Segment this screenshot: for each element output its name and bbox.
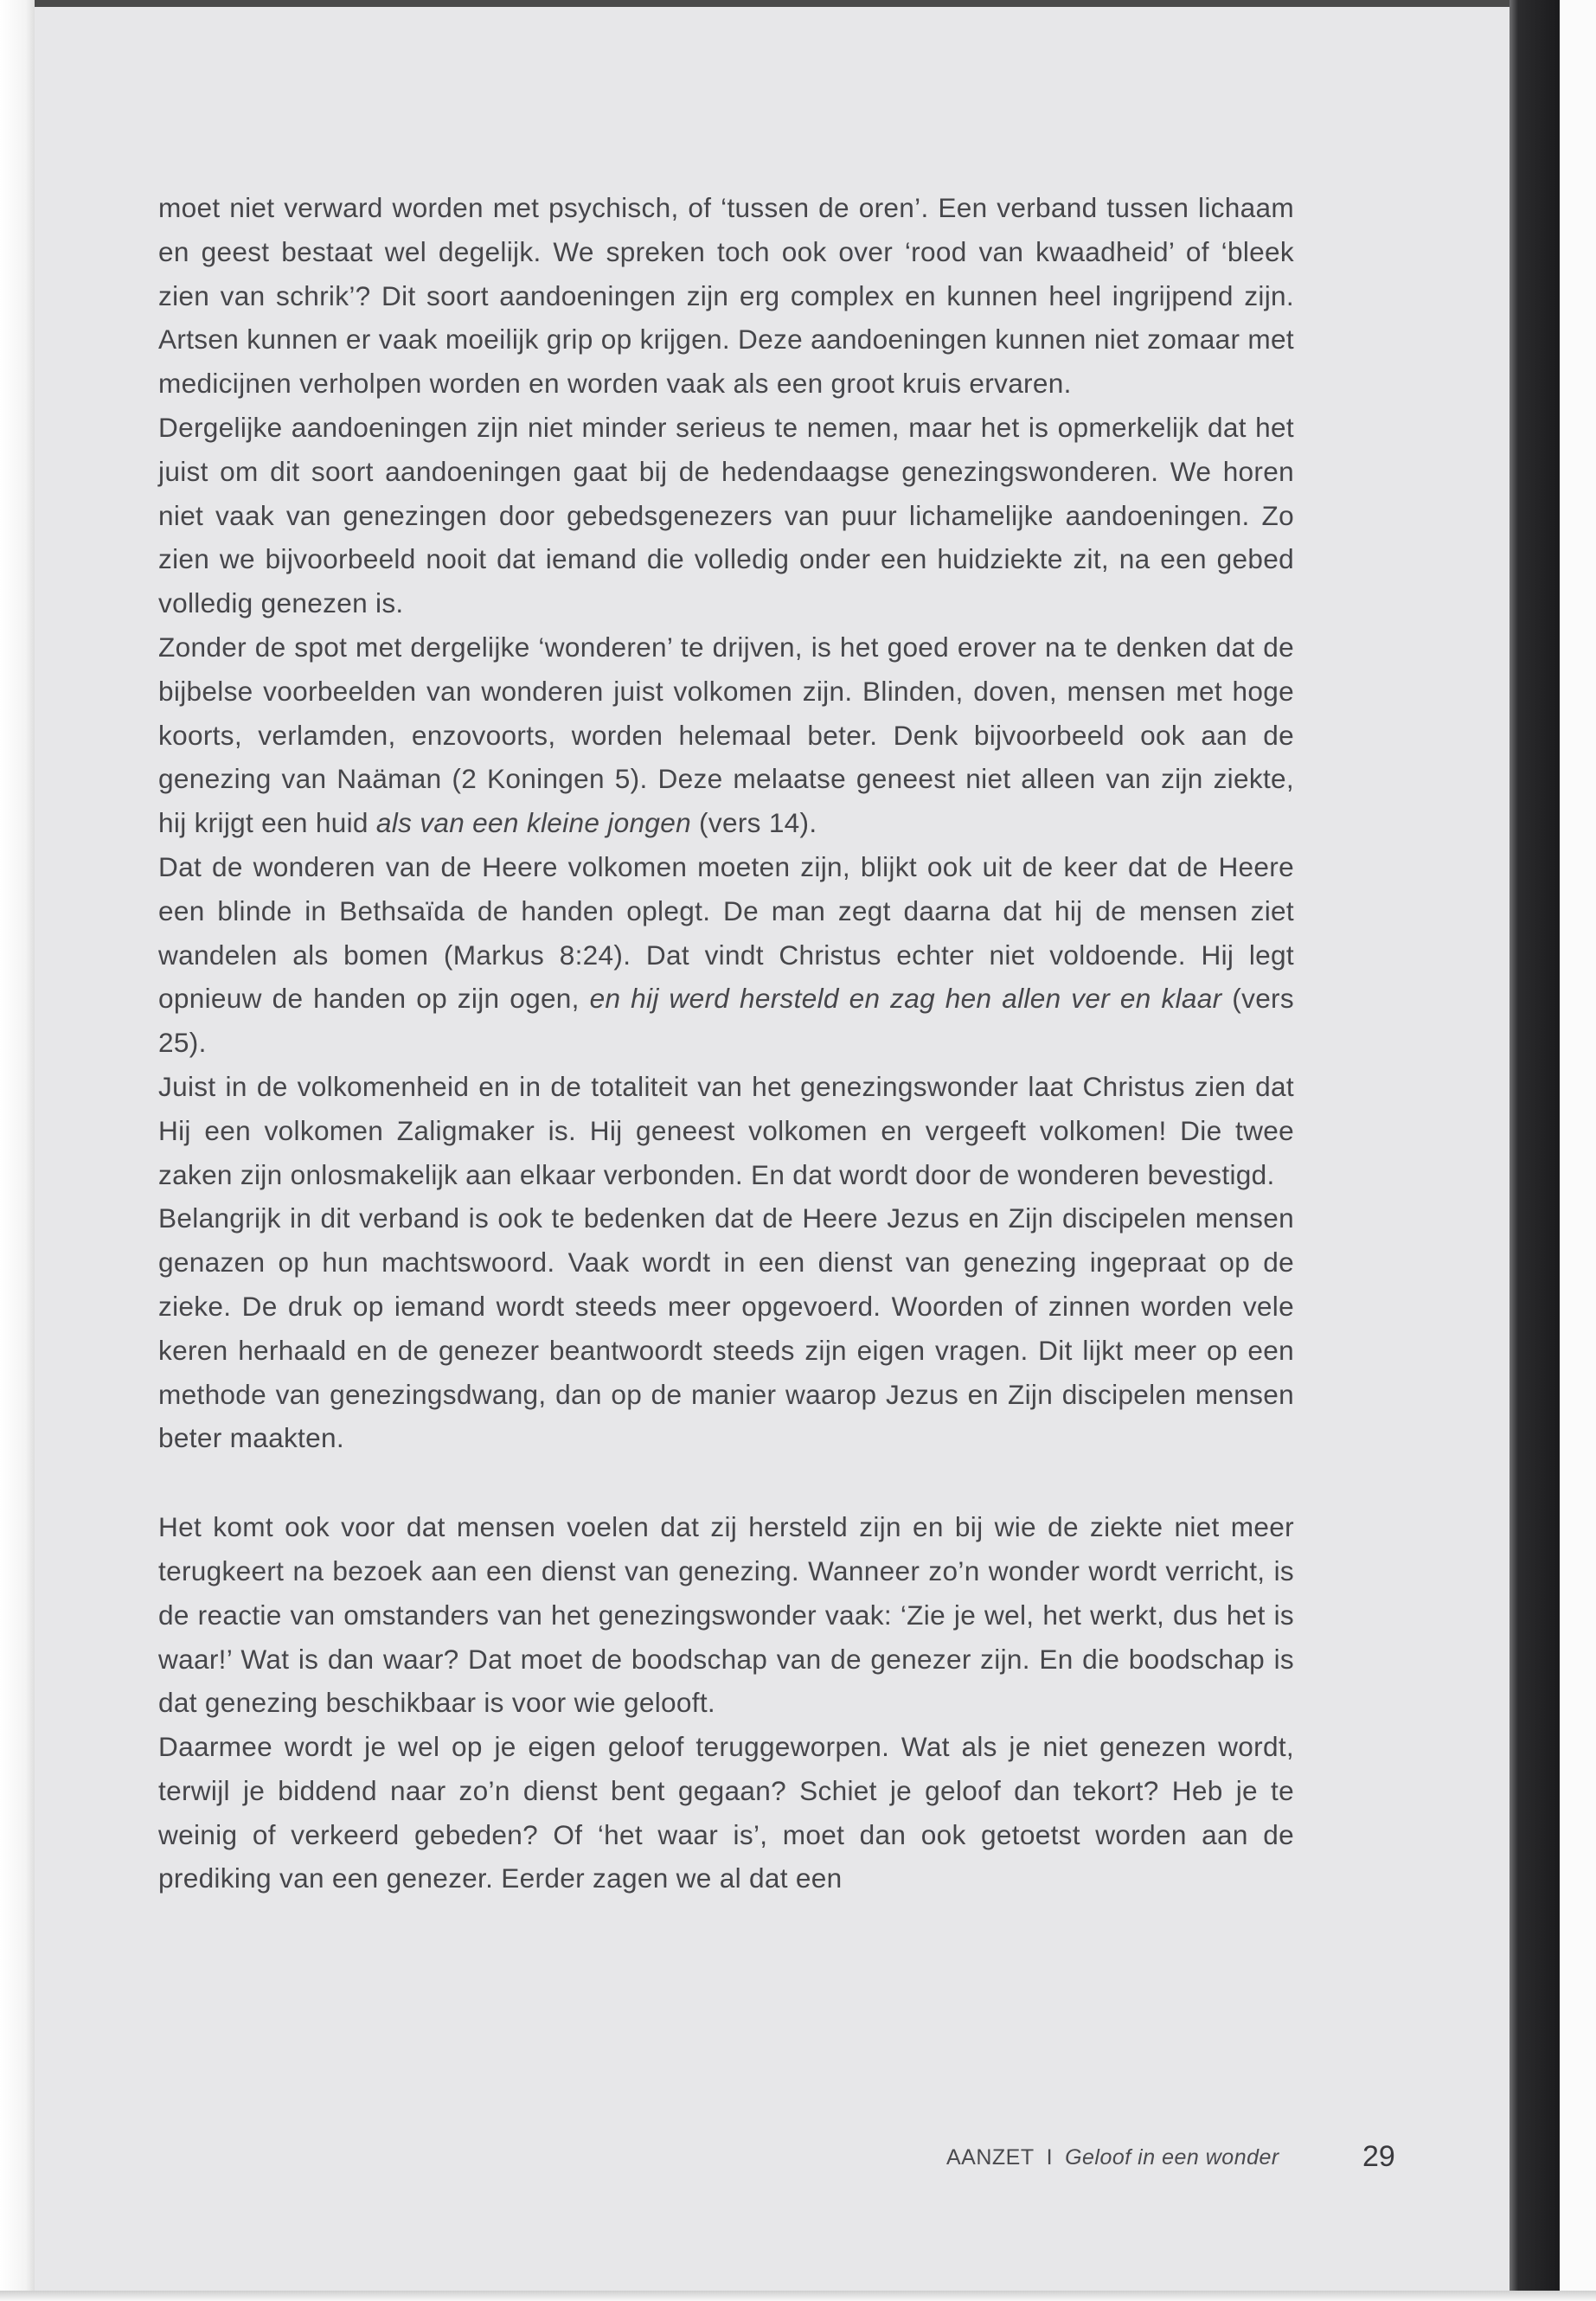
paragraph-p2	[158, 406, 1294, 625]
text-segment: Zonder de spot met dergelijke ‘wonderen’ te drijven, is het goed erover na te denken dat de bijbelse voorbeelden van wonderen juist volkomen zijn. Blinden, doven, mensen met hoge koorts, verlamden, enzovoorts, worden helemaal beter. Denk bijvoorbeeld ook aan de genezing van Naäman (2 Koningen 5). Deze melaatse geneest niet alleen van zijn ziekte, hij krijgt een huid	[158, 631, 1294, 839]
text-segment: Belangrijk in dit verband is ook te bedenken dat de Heere Jezus en Zijn discipelen mensen genazen op hun machtswoord. Vaak wordt in een dienst van genezing ingepraat op de zieke. De druk op iemand wordt steeds meer opgevoerd. Woorden of zinnen worden vele keren herhaald en de genezer beantwoordt steeds zijn eigen vragen. Dit lijkt meer op een methode van genezingsdwang, dan op de manier waarop Jezus en Zijn discipelen mensen beter maakten.	[158, 1202, 1294, 1454]
text-segment: Dat de wonderen van de Heere volkomen moeten zijn, blijkt ook uit de keer dat de Heere een blinde in Bethsaïda de handen oplegt. De man zegt daarna dat hij de mensen ziet wandelen als bomen (Markus 8:24). Dat vindt Christus echter niet voldoende. Hij legt opnieuw de handen op zijn ogen,	[158, 850, 1294, 1015]
text-segment: Het komt ook voor dat mensen voelen dat zij hersteld zijn en bij wie de ziekte niet meer terugkeert na bezoek aan een dienst van genezing. Wanneer zo’n wonder wordt verricht, is de reactie van omstanders van het genezingswonder vaak: ‘Zie je wel, het werkt, dus het is waar!’ Wat is dan waar? Dat moet de boodschap van de genezer zijn. En die boodschap is dat genezing beschikbaar is voor wie gelooft.	[158, 1511, 1294, 1719]
paragraph-p1	[158, 186, 1294, 406]
scan-edge-left	[0, 0, 35, 2301]
italic-quote: en hij werd hersteld en zag hen allen ver en klaar	[589, 983, 1222, 1015]
page-number: 29	[1362, 2140, 1395, 2173]
italic-quote: als van een kleine jongen	[375, 807, 691, 839]
text-segment: Juist in de volkomenheid en in de totaliteit van het genezingswonder laat Christus zien dat Hij een volkomen Zaligmaker is. Hij geneest volkomen en vergeeft volkomen! Die twee zaken zijn onlosmakelijk aan elkaar verbonden. En dat wordt door de wonderen bevestigd.	[158, 1070, 1294, 1190]
scan-edge-bottom	[0, 2291, 1596, 2301]
paragraph-p8	[158, 1725, 1294, 1900]
paragraph-p4	[158, 845, 1294, 1065]
running-footer	[946, 2145, 1279, 2170]
text-segment: Dergelijke aandoeningen zijn niet minder serieus te nemen, maar het is opmerkelijk dat het juist om dit soort aandoeningen gaat bij de hedendaagse genezingswonderen. We horen niet vaak van genezingen door gebedsgenezers van puur lichamelijke aandoeningen. Zo zien we bijvoorbeeld nooit dat iemand die volledig onder een huidziekte zit, na een gebed volledig genezen is.	[158, 411, 1294, 619]
scan-edge-right	[1560, 0, 1596, 2301]
footer-title: Geloof in een wonder	[1065, 2145, 1279, 2170]
paragraph-p7	[158, 1505, 1294, 1725]
body-text	[158, 186, 1294, 1900]
book-spine-shadow	[1509, 0, 1560, 2301]
text-segment: (vers 14).	[690, 807, 817, 839]
paragraph-p6	[158, 1196, 1294, 1460]
paragraph-p3	[158, 625, 1294, 845]
footer-separator: I	[1046, 2145, 1054, 2170]
text-segment: moet niet verward worden met psychisch, of ‘tussen de oren’. Een verband tussen lichaam en geest bestaat wel degelijk. We spreken toch ook over ‘rood van kwaadheid’ of ‘bleek zien van schrik’? Dit soort aandoeningen zijn erg complex en kunnen heel ingrijpend zijn. Artsen kunnen er vaak moeilijk grip op krijgen. Deze aandoeningen kunnen niet zomaar met medicijnen verholpen worden en worden vaak als een groot kruis ervaren.	[158, 192, 1294, 400]
text-segment: Daarmee wordt je wel op je eigen geloof teruggeworpen. Wat als je niet genezen wordt, terwijl je biddend naar zo’n dienst bent gegaan? Schiet je geloof dan tekort? Heb je te weinig of verkeerd gebeden? Of ‘het waar is’, moet dan ook getoetst worden aan de prediking van een genezer. Eerder zagen we al dat een	[158, 1731, 1294, 1894]
footer-series: AANZET	[946, 2145, 1035, 2170]
text-segment: (vers 25).	[158, 983, 1294, 1059]
paragraph-p5	[158, 1065, 1294, 1196]
